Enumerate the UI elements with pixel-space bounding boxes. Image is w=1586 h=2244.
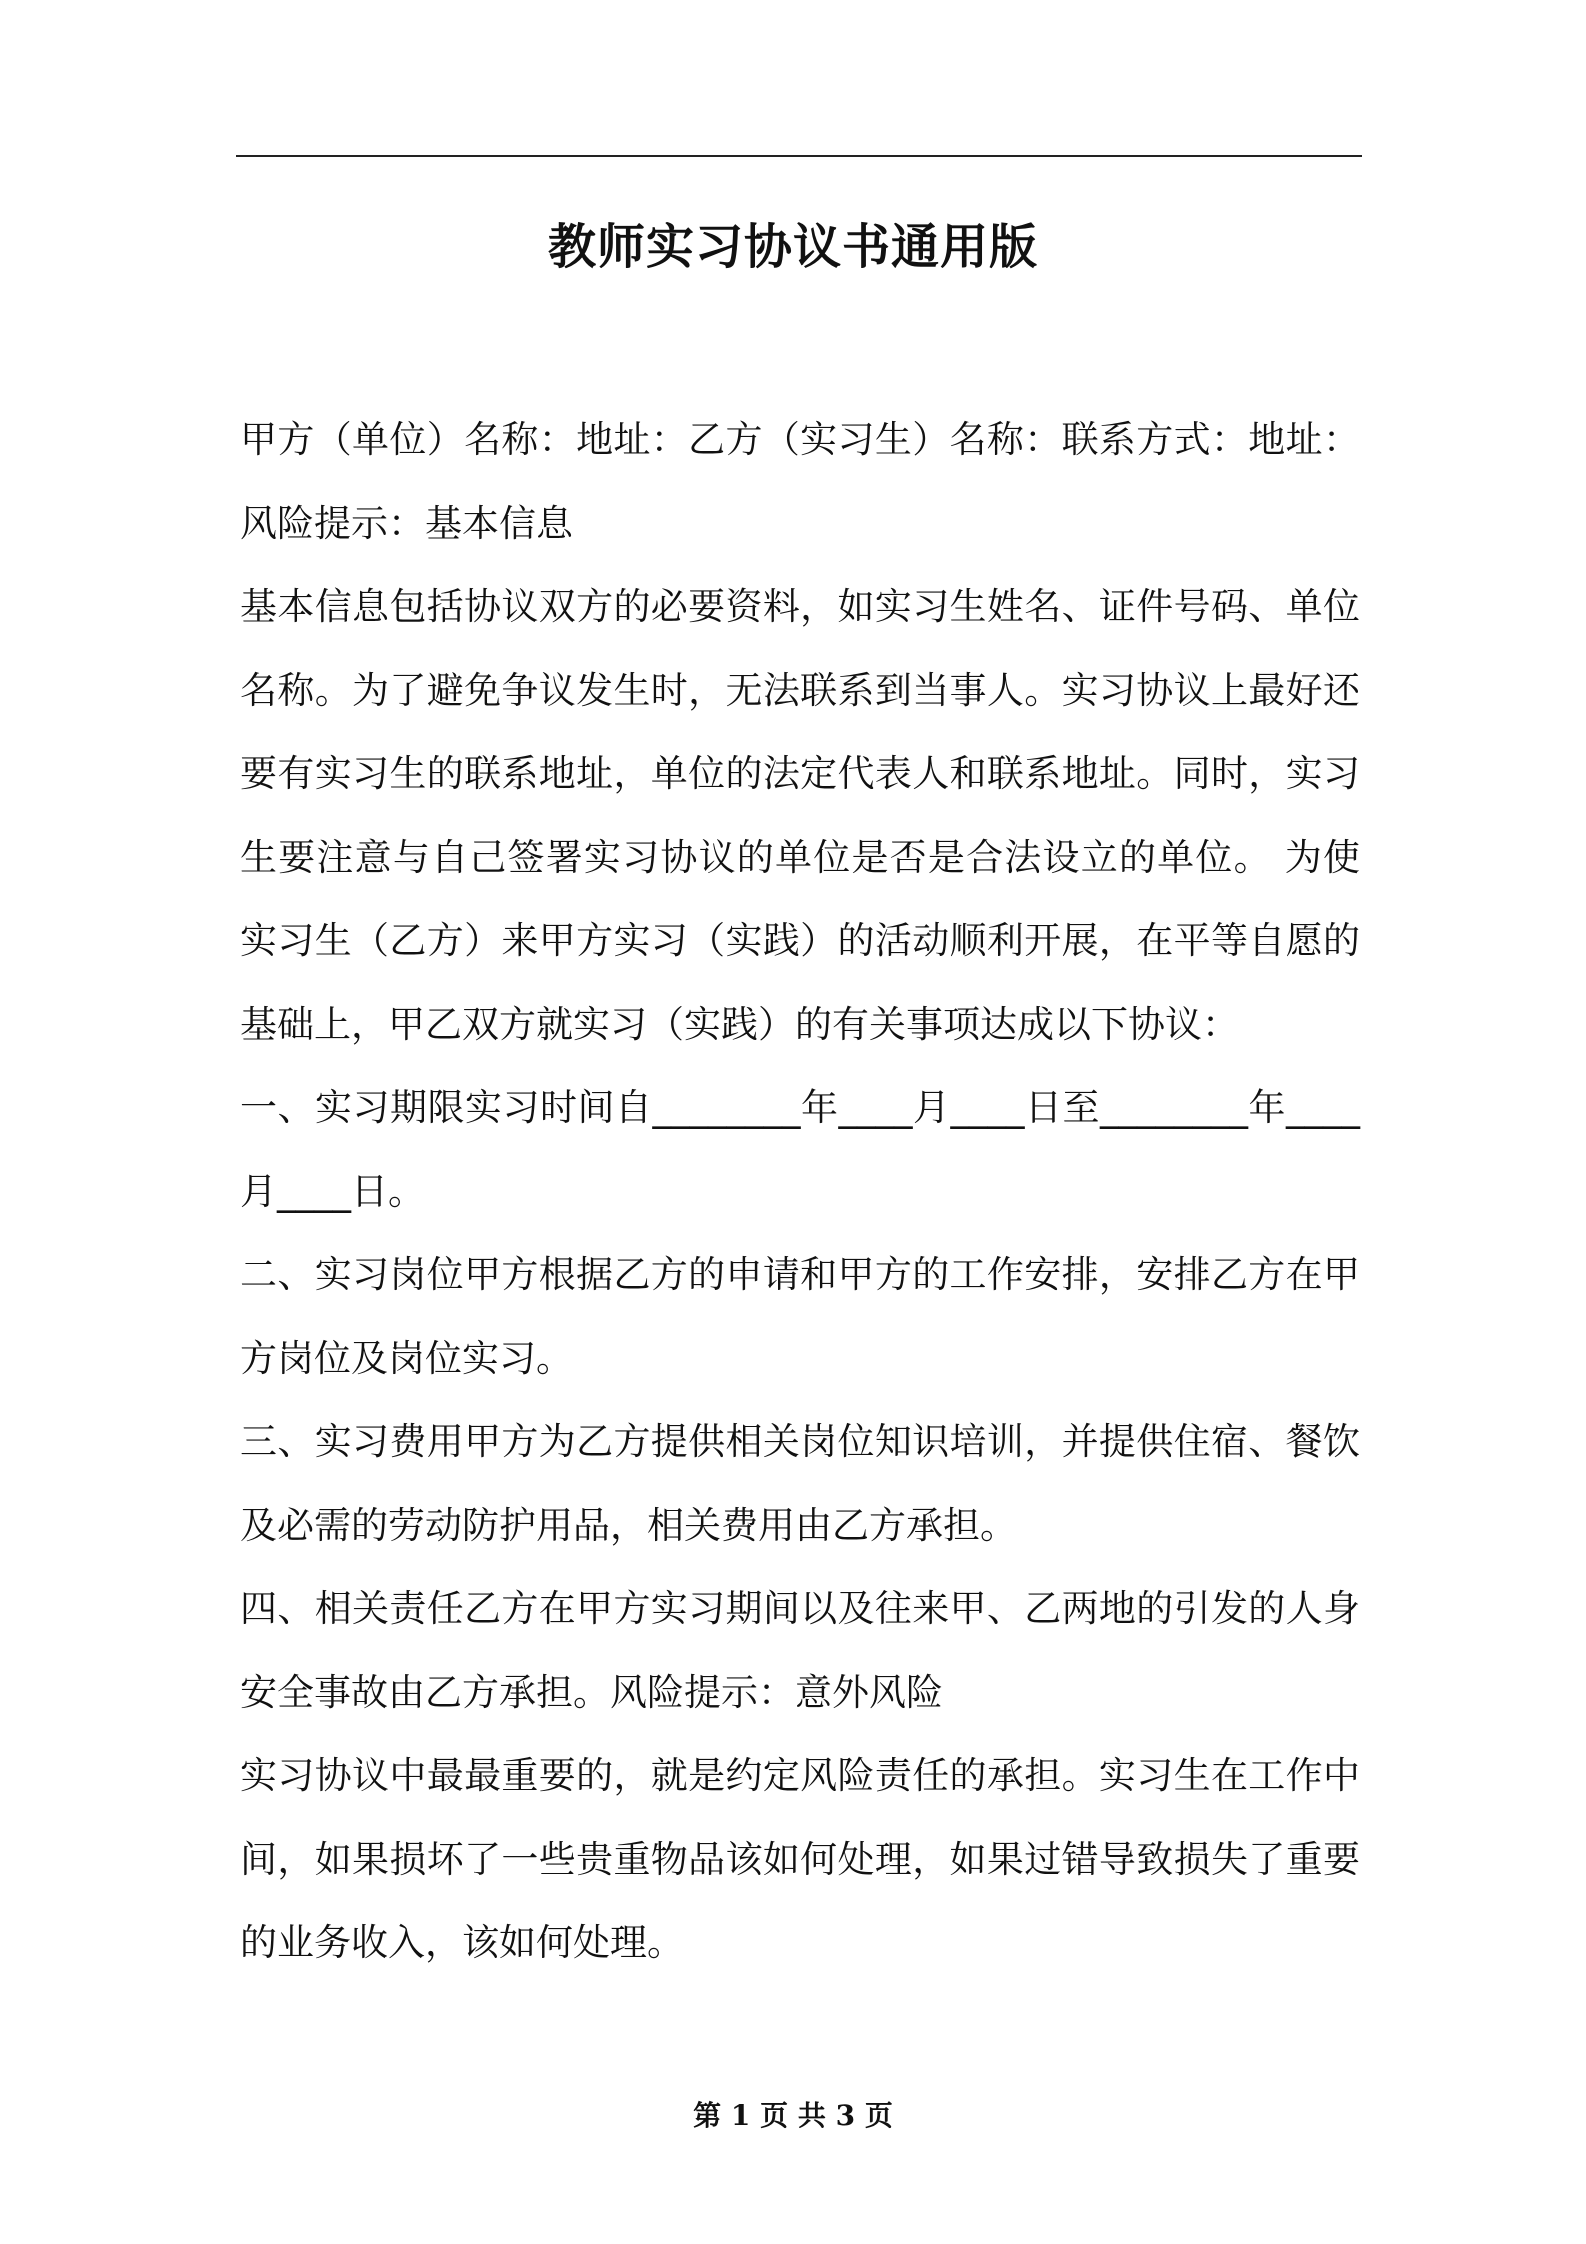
- paragraph-clause-1: 一、实习期限实习时间自________年____月____日至________年____月____日。: [240, 1086, 1360, 1213]
- document-body: [240, 398, 1360, 1985]
- paragraph-clause-4: 四、相关责任乙方在甲方实习期间以及往来甲、乙两地的引发的人身安全事故由乙方承担。风险提示：意外风险: [240, 1587, 1360, 1714]
- paragraph-clause-3: 三、实习费用甲方为乙方提供相关岗位知识培训，并提供住宿、餐饮及必需的劳动防护用品，相关费用由乙方承担。: [240, 1420, 1360, 1547]
- paragraph-parties: 甲方（单位）名称：地址：乙方（实习生）名称：联系方式：地址：风险提示：基本信息: [240, 418, 1360, 545]
- paragraph-basic-info: 基本信息包括协议双方的必要资料，如实习生姓名、证件号码、单位名称。为了避免争议发生时，无法联系到当事人。实习协议上最好还要有实习生的联系地址，单位的法定代表人和联系地址。同时，实习生要注意与自己签署实习协议的单位是否是合法设立的单位。 为使实习生（乙方）来甲方实习（实践）的活动顺利开展，在平等自愿的基础上，甲乙双方就实习（实践）的有关事项达成以下协议：: [240, 585, 1360, 1046]
- paragraph-clause-2: 二、实习岗位甲方根据乙方的申请和甲方的工作安排，安排乙方在甲方岗位及岗位实习。: [240, 1253, 1360, 1380]
- document-title: 教师实习协议书通用版: [547, 219, 1038, 275]
- paragraph-risk: 实习协议中最最重要的，就是约定风险责任的承担。实习生在工作中间，如果损坏了一些贵重物品该如何处理，如果过错导致损失了重要的业务收入，该如何处理。: [240, 1754, 1360, 1964]
- header-rule: [236, 155, 1362, 157]
- page-number-footer: 第 1 页 共 3 页: [693, 2099, 893, 2132]
